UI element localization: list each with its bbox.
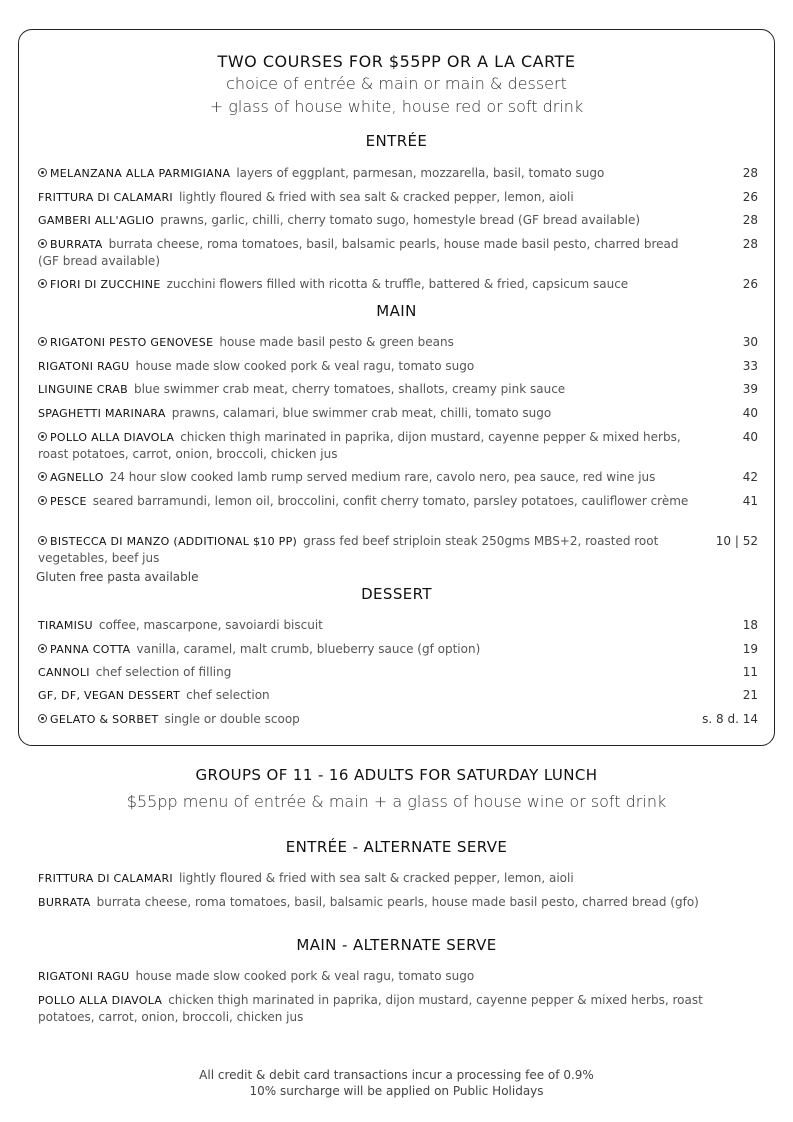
menu-item [38, 469, 758, 486]
menu-item [38, 334, 758, 351]
gluten-free-note: Gluten free pasta available [36, 570, 199, 584]
menu-item [38, 894, 758, 911]
item-name: RIGATONI PESTO GENOVESE [50, 336, 214, 349]
vegetarian-icon [38, 496, 47, 505]
item-price: s. 8 d. 14 [702, 712, 758, 726]
menu-item [38, 493, 758, 510]
entree-heading: ENTRÉE [365, 132, 428, 150]
vegetarian-icon [38, 239, 47, 248]
item-name: BURRATA [50, 238, 103, 251]
vegetarian-icon [38, 536, 47, 545]
menu-item [38, 212, 758, 229]
item-name: FIORI DI ZUCCHINE [50, 278, 161, 291]
item-description: burrata cheese, roma tomatoes, basil, balsamic pearls, house made basil pesto, charred bread (gfo) [96, 895, 699, 909]
menu-item [38, 641, 758, 658]
item-name: PESCE [50, 495, 87, 508]
item-name: RIGATONI RAGU [38, 970, 130, 983]
item-description: single or double scoop [164, 712, 300, 726]
item-name: AGNELLO [50, 471, 104, 484]
item-price: 33 [742, 359, 758, 373]
menu-item [38, 664, 758, 681]
vegetarian-icon [38, 714, 47, 723]
groups-subtitle: $55pp menu of entrée & main + a glass of house wine or soft drink [126, 792, 667, 811]
item-description: lightly floured & fried with sea salt & cracked pepper, lemon, aioli [178, 190, 574, 204]
item-description: chef selection of filling [95, 665, 232, 679]
menu-item [38, 687, 758, 704]
item-name: CANNOLI [38, 666, 90, 679]
menu-item [38, 711, 758, 728]
item-price: 28 [742, 237, 758, 251]
item-price: 26 [742, 277, 758, 291]
item-price: 30 [742, 335, 758, 349]
card-fee-notice: All credit & debit card transactions incur a processing fee of 0.9% [199, 1068, 594, 1082]
item-name: POLLO ALLA DIAVOLA [50, 431, 175, 444]
item-price: 18 [742, 618, 758, 632]
holiday-surcharge-notice: 10% surcharge will be applied on Public Holidays [249, 1084, 544, 1098]
vegetarian-icon [38, 432, 47, 441]
item-description: burrata cheese, roma tomatoes, basil, balsamic pearls, house made basil pesto, charred bread (GF bread available) [38, 237, 679, 268]
vegetarian-icon [38, 644, 47, 653]
item-price: 19 [742, 642, 758, 656]
item-name: GELATO & SORBET [50, 713, 159, 726]
offer-title: TWO COURSES FOR $55PP OR A LA CARTE [217, 52, 576, 71]
item-price: 26 [742, 190, 758, 204]
item-description: seared barramundi, lemon oil, broccolini, confit cherry tomato, parsley potatoes, cauliflower crème [92, 494, 689, 508]
item-name: TIRAMISU [38, 619, 93, 632]
item-description: house made slow cooked pork & veal ragu, tomato sugo [135, 359, 475, 373]
offer-line-1: choice of entrée & main or main & dessert [226, 74, 567, 93]
menu-item [38, 189, 758, 206]
item-description: lightly floured & fried with sea salt & cracked pepper, lemon, aioli [178, 871, 574, 885]
item-description: chicken thigh marinated in paprika, dijon mustard, cayenne pepper & mixed herbs, roast potatoes, carrot, onion, broccoli, chicken jus [38, 993, 703, 1024]
item-name: GF, DF, VEGAN DESSERT [38, 689, 181, 702]
item-price: 41 [742, 494, 758, 508]
item-description: chef selection [186, 688, 270, 702]
groups-entree-heading: ENTRÉE - ALTERNATE SERVE [285, 838, 508, 856]
item-description: house made basil pesto & green beans [219, 335, 454, 349]
item-description: blue swimmer crab meat, cherry tomatoes, shallots, creamy pink sauce [133, 382, 566, 396]
vegetarian-icon [38, 337, 47, 346]
item-name: MELANZANA ALLA PARMIGIANA [50, 167, 231, 180]
item-name: RIGATONI RAGU [38, 360, 130, 373]
menu-item [38, 870, 758, 887]
menu-item [38, 358, 758, 375]
item-description: vanilla, caramel, malt crumb, blueberry sauce (gf option) [136, 642, 481, 656]
item-description: zucchini flowers filled with ricotta & truffle, battered & fried, capsicum sauce [166, 277, 629, 291]
item-description: layers of eggplant, parmesan, mozzarella, basil, tomato sugo [236, 166, 605, 180]
item-name: SPAGHETTI MARINARA [38, 407, 166, 420]
item-name: LINGUINE CRAB [38, 383, 128, 396]
item-description: 24 hour slow cooked lamb rump served medium rare, cavolo nero, pea sauce, red wine jus [109, 470, 656, 484]
item-price: 11 [742, 665, 758, 679]
item-name: FRITTURA DI CALAMARI [38, 191, 173, 204]
vegetarian-icon [38, 472, 47, 481]
item-description: coffee, mascarpone, savoiardi biscuit [98, 618, 323, 632]
main-heading: MAIN [376, 302, 417, 320]
item-price: 42 [742, 470, 758, 484]
vegetarian-icon [38, 279, 47, 288]
item-name: POLLO ALLA DIAVOLA [38, 994, 163, 1007]
item-description: grass fed beef striploin steak 250gms MBS+2, roasted root vegetables, beef jus [38, 534, 659, 565]
menu-item [38, 381, 758, 398]
dessert-heading: DESSERT [361, 585, 432, 603]
item-description: prawns, garlic, chilli, cherry tomato sugo, homestyle bread (GF bread available) [160, 213, 641, 227]
menu-item [38, 165, 758, 182]
groups-main-heading: MAIN - ALTERNATE SERVE [296, 936, 497, 954]
item-description: prawns, calamari, blue swimmer crab meat, chilli, tomato sugo [171, 406, 552, 420]
menu-item [38, 429, 758, 462]
menu-item [38, 405, 758, 422]
menu-item [38, 533, 758, 566]
groups-title: GROUPS OF 11 - 16 ADULTS FOR SATURDAY LUNCH [195, 766, 598, 784]
item-name: FRITTURA DI CALAMARI [38, 872, 173, 885]
item-price: 10 | 52 [715, 534, 758, 548]
menu-item [38, 236, 758, 269]
vegetarian-icon [38, 168, 47, 177]
item-description: house made slow cooked pork & veal ragu, tomato sugo [135, 969, 475, 983]
item-price: 40 [742, 406, 758, 420]
item-name: BURRATA [38, 896, 91, 909]
menu-item [38, 992, 758, 1025]
menu-item [38, 276, 758, 293]
menu-item [38, 968, 758, 985]
item-price: 28 [742, 213, 758, 227]
item-description: chicken thigh marinated in paprika, dijon mustard, cayenne pepper & mixed herbs, roast potatoes, carrot, onion, broccoli, chicken jus [38, 430, 681, 461]
item-name: BISTECCA DI MANZO (ADDITIONAL $10 PP) [50, 535, 298, 548]
item-price: 40 [742, 430, 758, 444]
item-name: GAMBERI ALL'AGLIO [38, 214, 155, 227]
item-price: 21 [742, 688, 758, 702]
menu-item [38, 617, 758, 634]
item-price: 28 [742, 166, 758, 180]
item-name: PANNA COTTA [50, 643, 131, 656]
item-price: 39 [742, 382, 758, 396]
offer-line-2: + glass of house white, house red or soft drink [209, 97, 584, 116]
